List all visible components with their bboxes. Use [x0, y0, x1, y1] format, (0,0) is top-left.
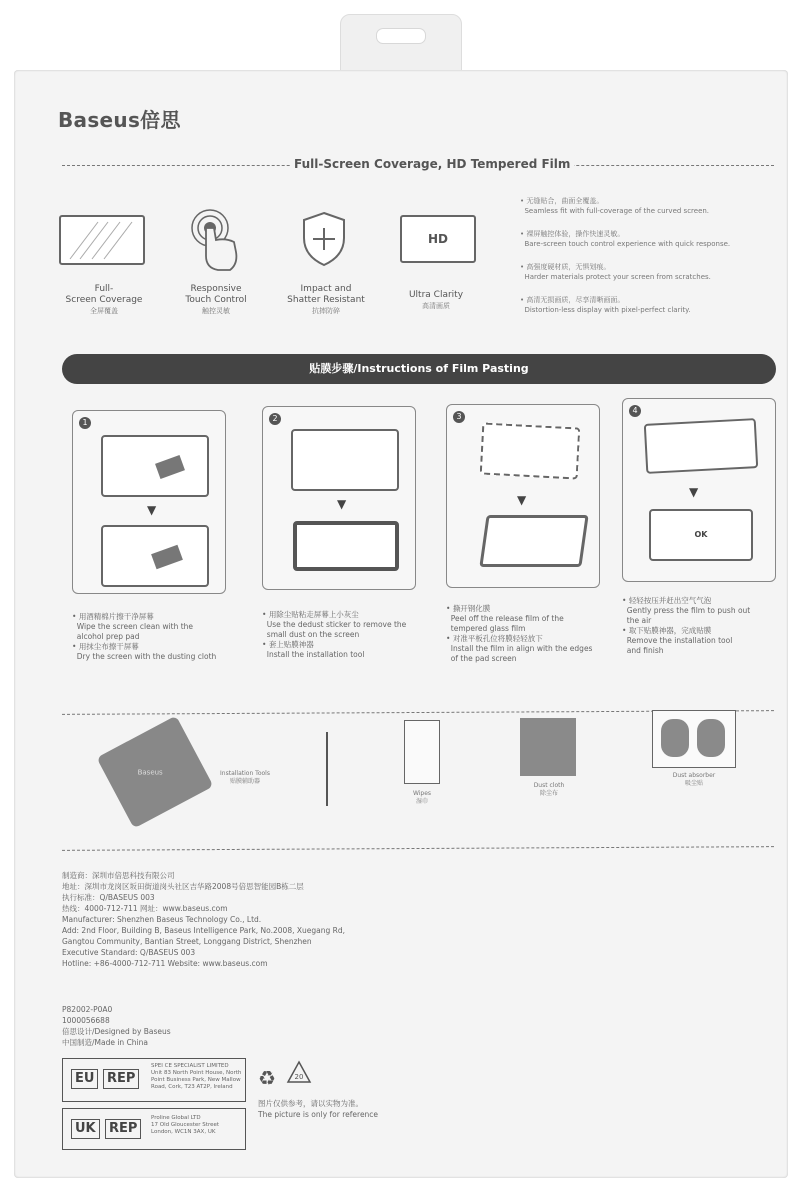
- step-4-panel: [622, 398, 776, 582]
- shield-icon: [300, 210, 348, 268]
- absorber-sticker: [661, 719, 689, 757]
- step-1-panel: [72, 410, 226, 594]
- step-2-caption: • 用除尘贴粘走屏幕上小灰尘 Use the dedust sticker to remove the small dust on the screen • 套上贴膜神器 Install the installation tool: [262, 610, 407, 659]
- arrow-down-icon: ▼: [517, 493, 527, 507]
- bullet-item: • 无缝贴合，曲面全覆盖。 Seamless fit with full-coverage of the curved screen.: [520, 197, 710, 215]
- tablet-illustration: [291, 429, 399, 491]
- recycle-number: 20: [294, 1073, 304, 1081]
- step-number: 2: [269, 413, 281, 425]
- dust-cloth-packet: [520, 718, 576, 776]
- step-3-panel: [446, 404, 600, 588]
- ok-tablet: OK: [649, 509, 753, 561]
- step-4-caption: • 轻轻按压并赶出空气气泡 Gently press the film to push out the air • 取下贴膜神器，完成贴膜 Remove the installation tool and finish: [622, 596, 751, 655]
- bag-brand: Baseus: [137, 768, 163, 777]
- disclaimer: 图片仅供参考，请以实物为准。 The picture is only for reference: [258, 1099, 379, 1119]
- brand-logo: Baseus倍思: [58, 108, 181, 132]
- feature-label: Ultra Clarity 高清画质: [408, 290, 464, 310]
- dust-absorber-packet: [652, 710, 736, 768]
- uk-label: UK: [71, 1119, 100, 1139]
- bullet-item: • 高强度硬材质，无惧划痕。 Harder materials protect your screen from scratches.: [520, 263, 711, 281]
- product-codes: P82002-P0A0 1000056688 倍思设计/Designed by Baseus 中国制造/Made in China: [62, 1005, 171, 1047]
- step-number: 1: [79, 417, 91, 429]
- bullet-item: • 高清无损画质，尽享清晰画面。 Distortion-less display with pixel-perfect clarity.: [520, 296, 691, 314]
- feature-bullets: [520, 196, 770, 328]
- accessory-label: Wipes 湿巾: [412, 790, 432, 805]
- tablet-illustration: [644, 418, 758, 474]
- recycle-triangle-icon: [286, 1060, 312, 1086]
- eu-rep-address: SPEI CE SPECIALIST LIMITED Unit 83 North Point House, North Point Business Park, New Mallow Road, Cork, T23 AT2P, Ireland: [151, 1063, 242, 1090]
- uk-rep-block: [62, 1108, 246, 1150]
- step-number: 3: [453, 411, 465, 423]
- arrow-down-icon: ▼: [689, 485, 699, 499]
- step-number: 4: [629, 405, 641, 417]
- accessory-label: Installation Tools 贴膜辅助器: [220, 770, 270, 785]
- tablet-with-tool: [293, 521, 399, 571]
- eu-rep-block: [62, 1058, 246, 1102]
- film-illustration: [480, 422, 581, 479]
- absorber-sticker: [697, 719, 725, 757]
- touch-icon: [186, 206, 242, 276]
- rep-label: REP: [105, 1119, 141, 1139]
- accessory-label: Dust absorber 吸尘贴: [672, 772, 716, 787]
- step-2-panel: [262, 406, 416, 590]
- section-title: Full-Screen Coverage, HD Tempered Film: [290, 157, 574, 171]
- screen-coverage-icon: [58, 214, 148, 268]
- manufacturer-info: 制造商：深圳市倍思科技有限公司 地址：深圳市龙岗区坂田街道岗头社区吉华路2008号倍思智能园B栋二层 执行标准：Q/BASEUS 003 热线：4000-712-711 网址：www.baseus.com Manufacturer: Shenzhen Baseus Technology Co., Ltd. Add: 2nd Floor, Building B, Baseus Intelligence Park, No.2008, Xuegang Rd, Gangtou Community, Bantian Street, Longgang District, Shenzhen Executive Standard: Q/BASEUS 003 Hotline: +86-4000-712-711 Website: www.baseus.com: [62, 871, 345, 968]
- feature-label: Full- Screen Coverage 全屏覆盖: [65, 284, 143, 315]
- hd-icon: HD: [400, 215, 476, 263]
- instructions-banner: 贴膜步骤/Instructions of Film Pasting: [62, 354, 776, 384]
- step-3-caption: • 撕开钢化膜 Peel off the release film of the tempered glass film • 对准平板孔位将膜轻轻放下 Install the film in align with the edges of the pad screen: [446, 604, 593, 663]
- uk-rep-address: Proline Global LTD 17 Old Gloucester Street London, WC1N 3AX, UK: [151, 1115, 220, 1135]
- hang-hole: [376, 28, 426, 44]
- bullet-item: • 裸屏触控体验，操作快速灵敏。 Bare-screen touch control experience with quick response.: [520, 230, 731, 248]
- eu-label: EU: [71, 1069, 98, 1089]
- tablet-with-film: [479, 515, 588, 567]
- wipes-packet: [404, 720, 440, 784]
- rep-label: REP: [103, 1069, 139, 1089]
- feature-label: Impact and Shatter Resistant 抗摔防碎: [287, 284, 365, 315]
- recycle-icon: ♻: [258, 1066, 276, 1090]
- accessory-label: Dust cloth 除尘布: [533, 782, 565, 797]
- step-1-caption: • 用酒精棉片擦干净屏幕 Wipe the screen clean with the alcohol prep pad • 用抹尘布擦干屏幕 Dry the screen with the dusting cloth: [72, 612, 217, 661]
- arrow-down-icon: ▼: [337, 497, 347, 511]
- arrow-down-icon: ▼: [147, 503, 157, 517]
- feature-label: Responsive Touch Control 触控灵敏: [185, 284, 247, 315]
- divider-vertical: [326, 732, 328, 806]
